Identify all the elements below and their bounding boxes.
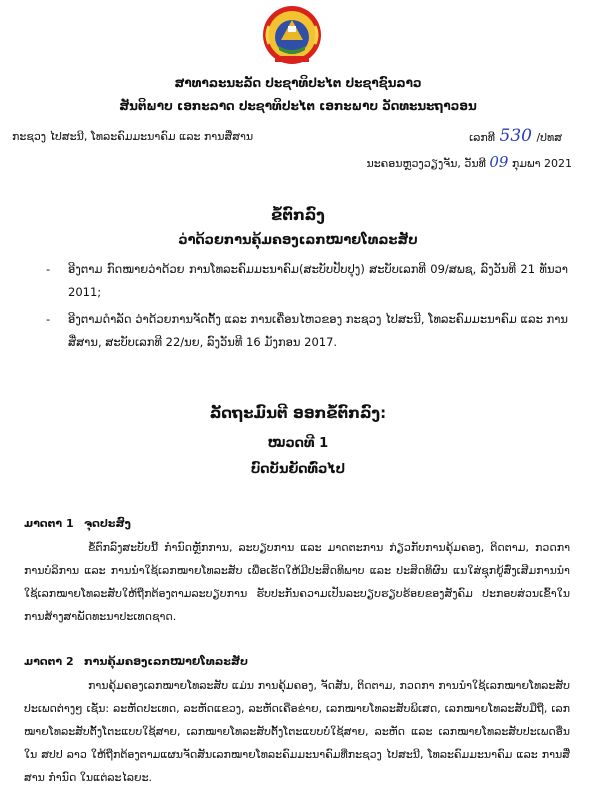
article-number: ມາດຕາ 2 xyxy=(24,655,74,668)
document-number-value: 530 xyxy=(499,126,532,146)
chapter-title: ບົດບັນຍັດທົ່ວໄປ xyxy=(250,462,346,477)
place-date-day: 09 xyxy=(489,153,509,171)
document-number-label: ເລກທີ xyxy=(469,131,496,144)
article-1 xyxy=(24,512,570,628)
place-date-prefix: ນະຄອນຫຼວງວຽງຈັນ, ວັນທີ xyxy=(366,157,486,170)
list-bullet: - xyxy=(46,262,51,276)
reference-item xyxy=(46,308,568,354)
reference-item xyxy=(46,258,568,304)
ministry-name: ກະຊວງ ໄປສະນີ, ໂທລະຄົມມະນາຄົມ ແລະ ການສື່ສານ xyxy=(12,130,254,143)
article-body: ຂໍ້ຕົກລົງສະບັບນີ້ ກຳນົດຫຼັກການ, ລະບຽບການ ແລະ ມາດຕະການ ກ່ຽວກັບການຄຸ້ມຄອງ, ຕິດຕາມ, ກວດກາການບໍລິການ ແລະ ການນຳໃຊ້ເລກໝາຍໂທລະສັບ ເພື່ອເຮັດໃຫ້ມີປະສິດທິພາບ ແລະ ປະສິດທິຜົນ ແນໃສ່ຊຸກຍູ້ສົ່ງເສີມການນຳໃຊ້ເລກໝາຍໂທລະສັບໃຫ້ຖືກຕ້ອງຕາມລະບຽບການ ຮັບປະກັນຄວາມເປັນລະບຽບຮຽບຮ້ອຍຂອງສັງຄົມ ປະກອບສ່ວນເຂົ້າໃນການສ້າງສາພັດທະນາປະເທດຊາດ. xyxy=(24,541,570,623)
decision-heading: ລັດຖະມົນຕີ ອອກຂໍ້ຕົກລົງ: xyxy=(209,404,387,422)
article-heading xyxy=(24,650,570,673)
article-heading xyxy=(24,512,570,535)
place-date-rest: ກຸມພາ 2021 xyxy=(511,157,572,170)
references-list xyxy=(46,258,568,358)
document-number xyxy=(469,126,562,146)
national-emblem-icon xyxy=(261,4,323,66)
chapter-number: ໝວດທີ 1 xyxy=(267,436,329,451)
list-bullet: - xyxy=(46,312,51,326)
country-header: ສາທາລະນະລັດ ປະຊາທິປະໄຕ ປະຊາຊົນລາວ xyxy=(174,76,422,90)
article-title: ຈຸດປະສົງ xyxy=(84,517,131,530)
reference-text: ອີງຕາມດຳລັດ ວ່າດ້ວຍການຈັດຕັ້ງ ແລະ ການເຄື່ອນໄຫວຂອງ ກະຊວງ ໄປສະນີ, ໂທລະຄົມມະນາຄົມ ແລະ ການສື່ສານ, ສະບັບເລກທີ 22/ນຍ, ລົງວັນທີ 16 ມັງກອນ 2017. xyxy=(68,312,568,349)
article-title: ການຄຸ້ມຄອງເລກໝາຍໂທລະສັບ xyxy=(84,655,249,668)
reference-text: ອີງຕາມ ກົດໝາຍວ່າດ້ວຍ ການໂທລະຄົມມະນາຄົມ(ສະບັບປັບປຸງ) ສະບັບເລກທີ 09/ສພຊ, ລົງວັນທີ 21 ທັນວາ 2011; xyxy=(68,262,568,299)
document-number-suffix: /ປທສ xyxy=(536,131,562,144)
document-subtitle: ວ່າດ້ວຍການຄຸ້ມຄອງເລກໝາຍໂທລະສັບ xyxy=(178,233,418,248)
place-date xyxy=(366,153,572,171)
article-2 xyxy=(24,650,570,789)
article-number: ມາດຕາ 1 xyxy=(24,517,74,530)
country-motto: ສັນຕິພາບ ເອກະລາດ ປະຊາທິປະໄຕ ເອກະພາບ ວັດທະນະຖາວອນ xyxy=(119,99,477,113)
article-body: ການຄຸ້ມຄອງເລກໝາຍໂທລະສັບ ແມ່ນ ການຄຸ້ມຄອງ, ຈັດສັນ, ຕິດຕາມ, ກວດກາ ການນຳໃຊ້ເລກໝາຍໂທລະສັບປະເພດຕ່າງໆ ເຊັ່ນ: ລະຫັດປະເທດ, ລະຫັດແຂວງ, ລະຫັດເຄືອຂ່າຍ, ເລກໝາຍໂທລະສັບພິເສດ, ເລກໝາຍໂທລະສັບມືຖື, ເລກໝາຍໂທລະສັບຕັ້ງໂຕະແບບໃຊ້ສາຍ, ເລກໝາຍໂທລະສັບຕັ້ງໂຕະແບບບໍ່ໃຊ້ສາຍ, ລະຫັດ ແລະ ເລກໝາຍໂທລະສັບປະເພດອື່ນ ໃນ ສປປ ລາວ ໃຫ້ຖືກຕ້ອງຕາມແຜນຈັດສັນເລກໝາຍໂທລະຄົມມະນາຄົມທີ່ກະຊວງ ໄປສະນີ, ໂທລະຄົມມະນາຄົມ ແລະ ການສື່ສານ ກຳນົດ ໃນແຕ່ລະໄລຍະ. xyxy=(24,679,570,784)
document-title: ຂໍ້ຕົກລົງ xyxy=(271,206,325,224)
